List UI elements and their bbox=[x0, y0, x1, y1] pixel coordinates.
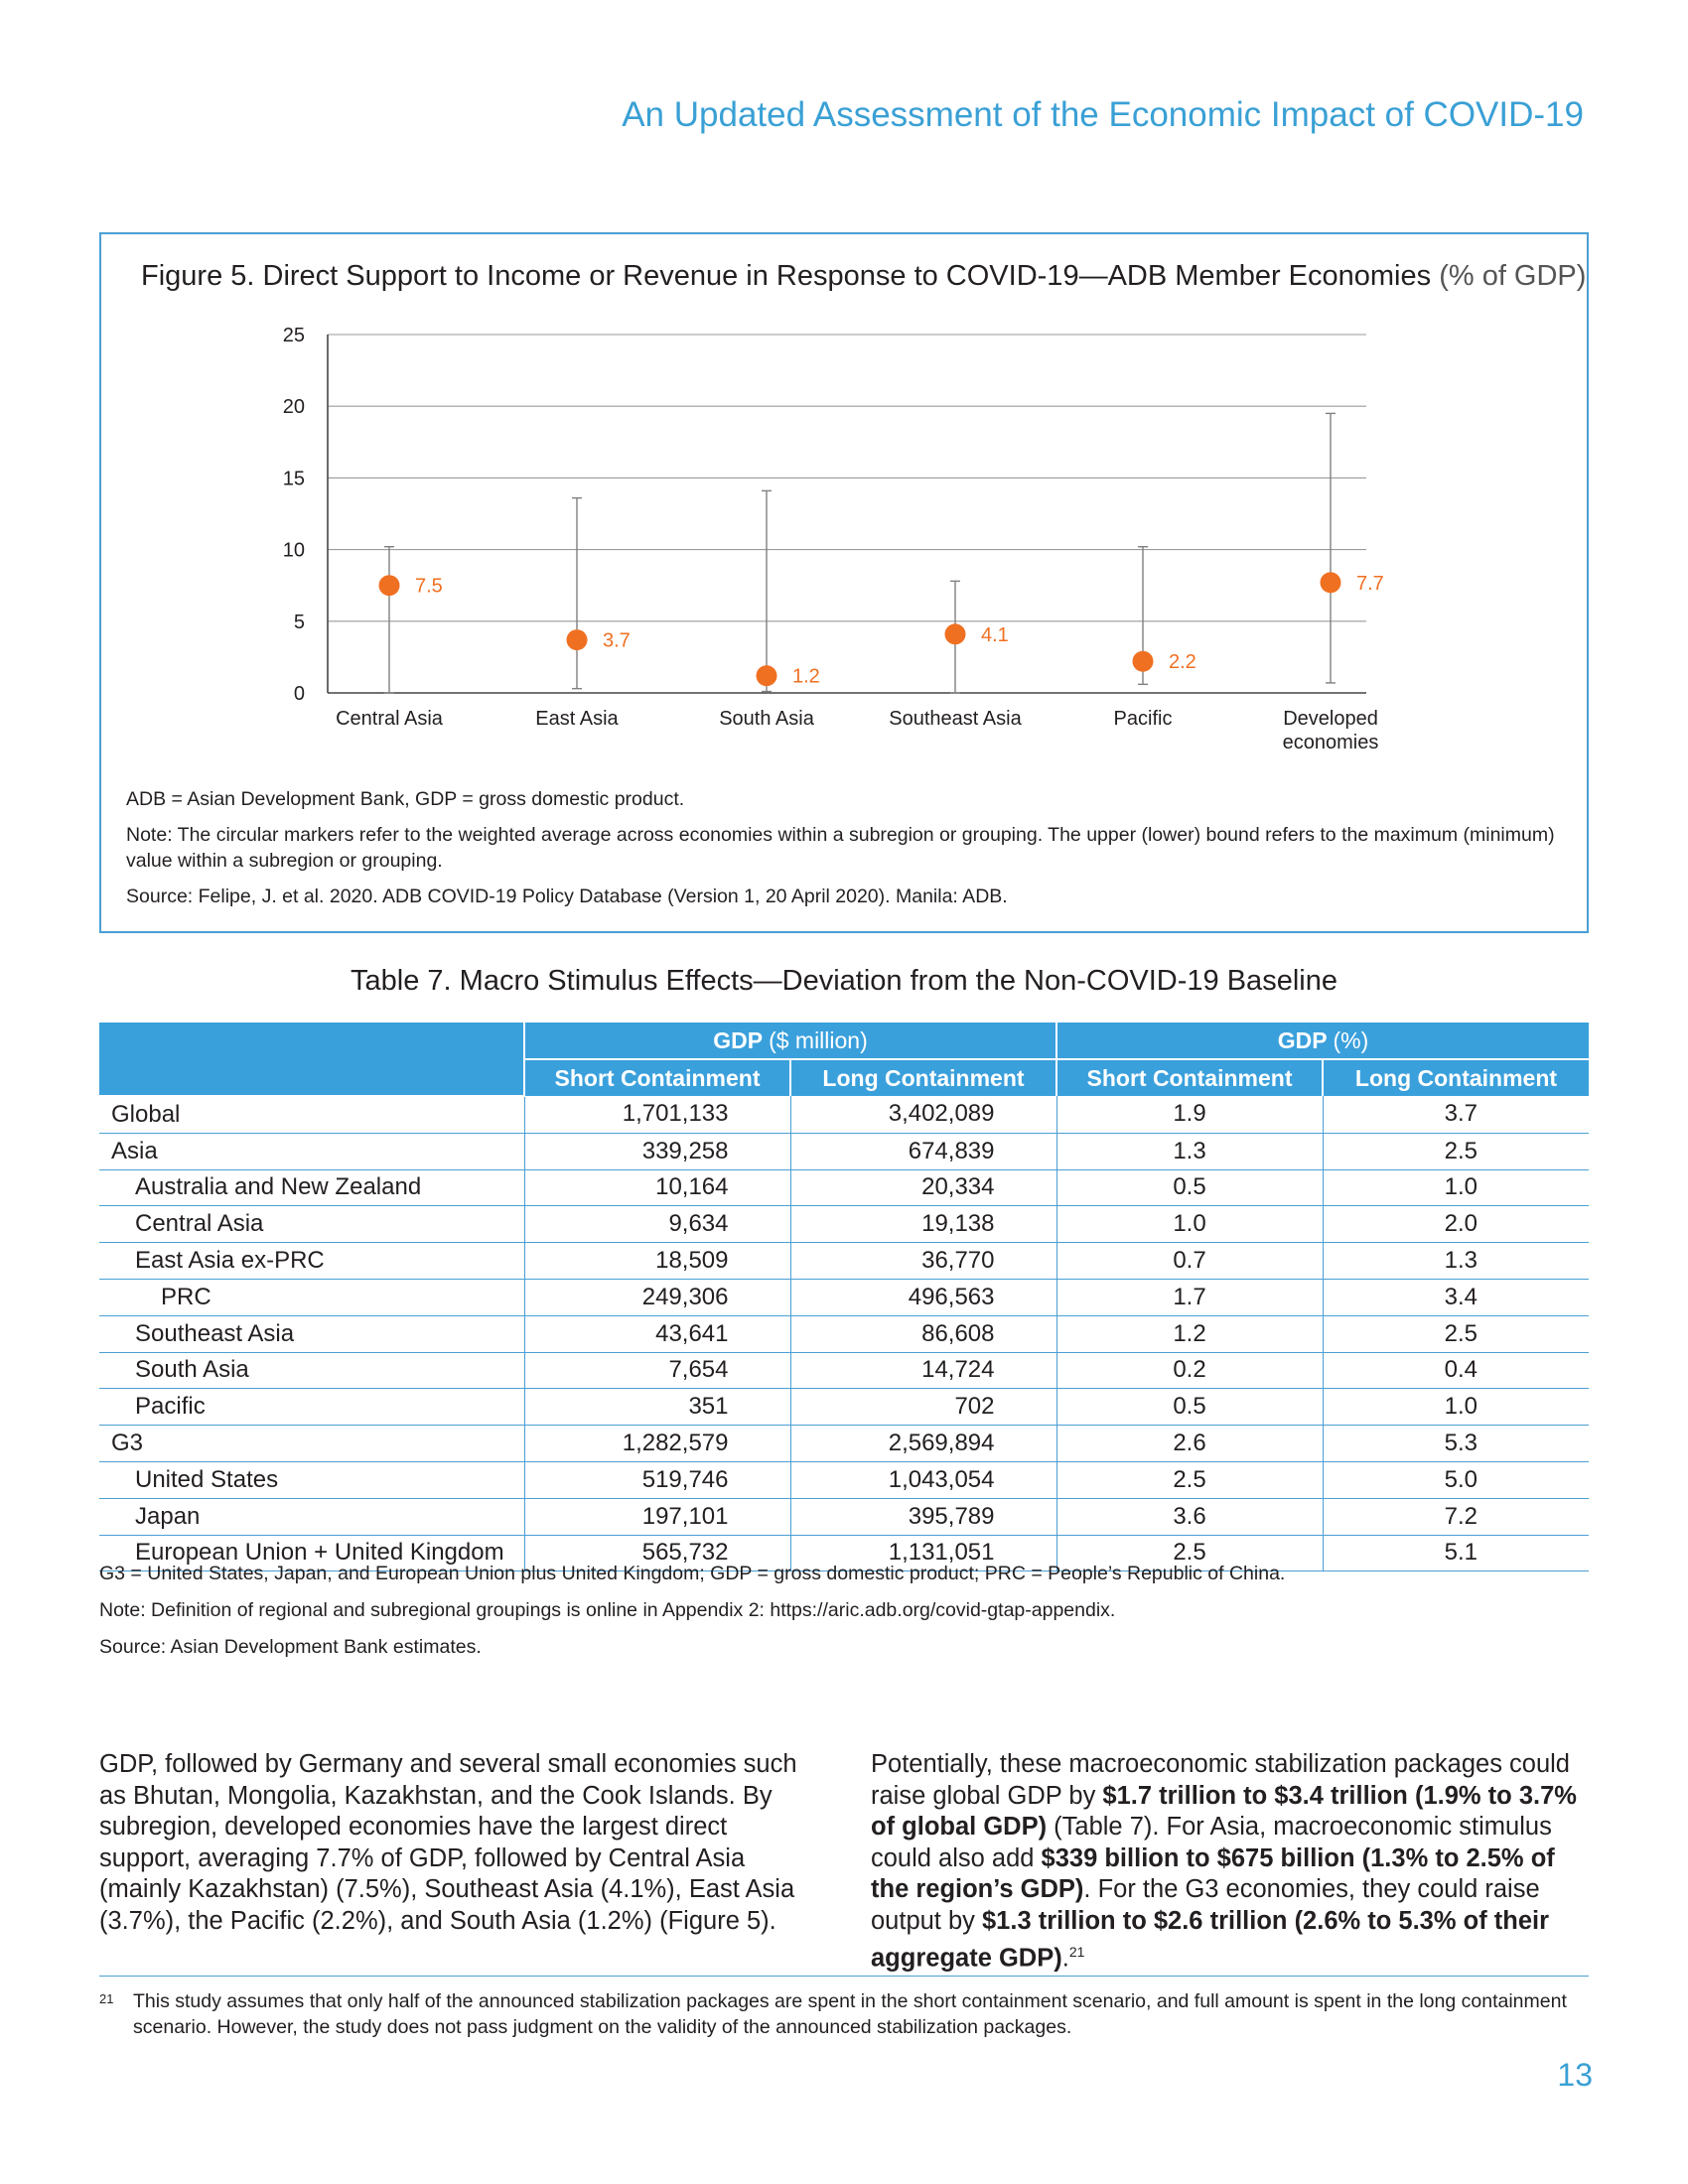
x-tick-label: Developed bbox=[1283, 708, 1378, 730]
row-label: United States bbox=[99, 1461, 524, 1498]
table-cell: 43,641 bbox=[524, 1315, 790, 1352]
data-label: 3.7 bbox=[603, 629, 631, 652]
table-corner-header bbox=[99, 1023, 524, 1096]
table-note: Note: Definition of regional and subregional groupings is online in Appendix 2: https://aric.adb.org/covid-gtap-appendix. bbox=[99, 1599, 1116, 1621]
gdp-million-header bbox=[524, 1023, 1056, 1059]
table-cell: 1.7 bbox=[1056, 1279, 1323, 1315]
x-tick-label: Southeast Asia bbox=[889, 708, 1022, 730]
footnote-mark: 21 bbox=[99, 1991, 114, 2006]
table-title: Table 7. Macro Stimulus Effects—Deviation from the Non-COVID-19 Baseline bbox=[351, 965, 1337, 997]
table-cell: 1.9 bbox=[1056, 1096, 1323, 1133]
table-cell: 0.7 bbox=[1056, 1243, 1323, 1280]
figure-source: Source: Felipe, J. et al. 2020. ADB COVID-19 Policy Database (Version 1, 20 April 2020). Manila: ADB. bbox=[126, 886, 1008, 907]
data-label: 7.5 bbox=[415, 575, 443, 598]
table-cell: 1,131,051 bbox=[790, 1535, 1056, 1571]
body-right-bold-2: $339 billion to $675 billion (1.3% to 2.5% of the region’s GDP) bbox=[871, 1843, 1555, 1903]
gdp-percent-header bbox=[1056, 1023, 1589, 1059]
table-cell: 1,043,054 bbox=[790, 1461, 1056, 1498]
table-cell: 1.2 bbox=[1056, 1315, 1323, 1352]
table-row bbox=[99, 1315, 1589, 1352]
table-cell: 519,746 bbox=[524, 1461, 790, 1498]
figure-title-unit: (% of GDP) bbox=[1439, 260, 1587, 292]
table-cell: 5.3 bbox=[1323, 1426, 1589, 1462]
table-cell: 3.7 bbox=[1323, 1096, 1589, 1133]
body-text-left-column: GDP, followed by Germany and several small economies such as Bhutan, Mongolia, Kazakhstan, and the Cook Islands. By subregion, developed economies have the largest direct support, averaging 7.7% of GDP, followed by Central Asia (mainly Kazakhstan) (7.5%), Southeast Asia (4.1%), East Asia (3.7%), the Pacific (2.2%), and South Asia (1.2%) (Figure 5). bbox=[99, 1750, 797, 1935]
x-tick-label: Pacific bbox=[1113, 708, 1173, 730]
table-cell: 249,306 bbox=[524, 1279, 790, 1315]
average-marker bbox=[1133, 651, 1154, 672]
table-cell: 197,101 bbox=[524, 1498, 790, 1535]
data-label: 7.7 bbox=[1356, 572, 1384, 595]
y-tick-label: 15 bbox=[282, 468, 305, 490]
table-cell: 2.5 bbox=[1056, 1535, 1323, 1571]
sub-header-long-percent: Long Containment bbox=[1323, 1059, 1589, 1096]
table-cell: 565,732 bbox=[524, 1535, 790, 1571]
table-cell: 1.0 bbox=[1323, 1169, 1589, 1206]
table-cell: 19,138 bbox=[790, 1206, 1056, 1243]
row-label: Southeast Asia bbox=[99, 1315, 524, 1352]
table-row bbox=[99, 1426, 1589, 1462]
table-cell: 0.5 bbox=[1056, 1169, 1323, 1206]
table-cell: 1.3 bbox=[1323, 1243, 1589, 1280]
row-label: Asia bbox=[99, 1133, 524, 1169]
body-text-right-column bbox=[871, 1749, 1594, 1975]
table-cell: 2.5 bbox=[1323, 1133, 1589, 1169]
row-label: Global bbox=[99, 1096, 524, 1133]
table-cell: 702 bbox=[790, 1389, 1056, 1426]
body-right-text-3: . For the G3 economies, they could raise output by bbox=[871, 1875, 1540, 1935]
row-label: Pacific bbox=[99, 1389, 524, 1426]
y-tick-label: 0 bbox=[293, 683, 305, 705]
table-cell: 0.4 bbox=[1323, 1352, 1589, 1389]
table-source: Source: Asian Development Bank estimates. bbox=[99, 1636, 482, 1658]
sub-header-short-million: Short Containment bbox=[524, 1059, 790, 1096]
x-tick-label: East Asia bbox=[535, 708, 619, 730]
page-number: 13 bbox=[1557, 2057, 1593, 2093]
table-cell: 1,701,133 bbox=[524, 1096, 790, 1133]
row-label: Australia and New Zealand bbox=[99, 1169, 524, 1206]
sub-header-short-percent: Short Containment bbox=[1056, 1059, 1323, 1096]
x-tick-label: Central Asia bbox=[336, 708, 443, 730]
table-abbrev-note: G3 = United States, Japan, and European Union plus United Kingdom; GDP = gross domestic product; PRC = People’s Republic of China. bbox=[99, 1563, 1286, 1584]
table-cell: 86,608 bbox=[790, 1315, 1056, 1352]
table-cell: 1.0 bbox=[1323, 1389, 1589, 1426]
footnote-text: This study assumes that only half of the announced stabilization packages are spent in the short containment scenario, and full amount is spent in the long containment scenario. However, the study does not pass judgment on the validity of the announced stabilization packages. bbox=[133, 1990, 1567, 2038]
sub-header-long-million: Long Containment bbox=[790, 1059, 1056, 1096]
gdp-percent-unit: (%) bbox=[1333, 1026, 1369, 1053]
table-cell: 1.0 bbox=[1056, 1206, 1323, 1243]
table-row bbox=[99, 1498, 1589, 1535]
running-header: An Updated Assessment of the Economic Impact of COVID-19 bbox=[622, 95, 1584, 134]
y-tick-label: 10 bbox=[282, 539, 305, 562]
figure-note: Note: The circular markers refer to the weighted average across economies within a subregion or grouping. The upper (lower) bound refers to the maximum (minimum) value within a subregion or grouping. bbox=[126, 824, 1555, 872]
footnote-reference[interactable]: 21 bbox=[1068, 1944, 1085, 1960]
y-tick-label: 5 bbox=[293, 611, 305, 633]
body-right-text-4: . bbox=[1061, 1944, 1069, 1973]
data-label: 2.2 bbox=[1169, 651, 1196, 674]
data-label: 4.1 bbox=[981, 623, 1009, 646]
table-row bbox=[99, 1279, 1589, 1315]
table-row bbox=[99, 1169, 1589, 1206]
average-marker bbox=[379, 575, 400, 596]
table-cell: 1.3 bbox=[1056, 1133, 1323, 1169]
table-cell: 674,839 bbox=[790, 1133, 1056, 1169]
data-label: 1.2 bbox=[792, 665, 820, 688]
table-cell: 2.5 bbox=[1323, 1315, 1589, 1352]
row-label: G3 bbox=[99, 1426, 524, 1462]
table-cell: 3.4 bbox=[1323, 1279, 1589, 1315]
footnote-divider bbox=[99, 1976, 1589, 1977]
row-label: South Asia bbox=[99, 1352, 524, 1389]
gdp-million-label: GDP bbox=[713, 1026, 763, 1053]
table-cell: 496,563 bbox=[790, 1279, 1056, 1315]
table-row bbox=[99, 1096, 1589, 1133]
table-row bbox=[99, 1133, 1589, 1169]
table-cell: 0.2 bbox=[1056, 1352, 1323, 1389]
table-group-header-row bbox=[99, 1023, 1589, 1059]
table-cell: 3,402,089 bbox=[790, 1096, 1056, 1133]
y-tick-label: 25 bbox=[282, 325, 305, 346]
table-row bbox=[99, 1243, 1589, 1280]
figure-5-box bbox=[99, 232, 1589, 933]
table-row bbox=[99, 1206, 1589, 1243]
macro-stimulus-table bbox=[99, 1023, 1589, 1571]
table-row bbox=[99, 1352, 1589, 1389]
average-marker bbox=[945, 623, 966, 644]
table-cell: 395,789 bbox=[790, 1498, 1056, 1535]
table-body bbox=[99, 1096, 1589, 1571]
row-label: Japan bbox=[99, 1498, 524, 1535]
table-cell: 5.0 bbox=[1323, 1461, 1589, 1498]
body-right-bold-1: $1.7 trillion to $3.4 trillion (1.9% to 3.7% of global GDP) bbox=[871, 1781, 1577, 1841]
row-label: East Asia ex-PRC bbox=[99, 1243, 524, 1280]
table-cell: 9,634 bbox=[524, 1206, 790, 1243]
x-tick-label: South Asia bbox=[719, 708, 814, 730]
table-row bbox=[99, 1389, 1589, 1426]
y-tick-label: 20 bbox=[282, 396, 305, 419]
table-cell: 20,334 bbox=[790, 1169, 1056, 1206]
table-cell: 2,569,894 bbox=[790, 1426, 1056, 1462]
table-cell: 2.5 bbox=[1056, 1461, 1323, 1498]
table-cell: 3.6 bbox=[1056, 1498, 1323, 1535]
error-bar-chart bbox=[101, 234, 1587, 751]
table-cell: 14,724 bbox=[790, 1352, 1056, 1389]
body-right-bold-3: $1.3 trillion to $2.6 trillion (2.6% to 5.3% of their aggregate GDP) bbox=[871, 1906, 1550, 1973]
table-cell: 36,770 bbox=[790, 1243, 1056, 1280]
table-row bbox=[99, 1461, 1589, 1498]
body-right-text-1: Potentially, these macroeconomic stabilization packages could raise global GDP by bbox=[871, 1750, 1570, 1810]
gdp-percent-label: GDP bbox=[1277, 1026, 1328, 1053]
figure-abbrev-note: ADB = Asian Development Bank, GDP = gross domestic product. bbox=[126, 788, 685, 810]
table-cell: 1,282,579 bbox=[524, 1426, 790, 1462]
figure-title-text: Figure 5. Direct Support to Income or Revenue in Response to COVID-19—ADB Member Economies bbox=[141, 260, 1432, 292]
average-marker bbox=[757, 665, 777, 686]
table-cell: 351 bbox=[524, 1389, 790, 1426]
gdp-million-unit: ($ million) bbox=[769, 1026, 868, 1053]
table-cell: 10,164 bbox=[524, 1169, 790, 1206]
table-cell: 0.5 bbox=[1056, 1389, 1323, 1426]
footnote-21 bbox=[99, 1988, 1589, 2040]
table-cell: 18,509 bbox=[524, 1243, 790, 1280]
row-label: Central Asia bbox=[99, 1206, 524, 1243]
table-cell: 7,654 bbox=[524, 1352, 790, 1389]
table-cell: 2.0 bbox=[1323, 1206, 1589, 1243]
x-tick-label: economies bbox=[1282, 732, 1379, 751]
average-marker bbox=[567, 629, 588, 650]
table-cell: 7.2 bbox=[1323, 1498, 1589, 1535]
table-cell: 339,258 bbox=[524, 1133, 790, 1169]
table-cell: 5.1 bbox=[1323, 1535, 1589, 1571]
row-label: European Union + United Kingdom bbox=[99, 1535, 524, 1571]
row-label: PRC bbox=[99, 1279, 524, 1315]
body-right-text-2: (Table 7). For Asia, macroeconomic stimulus could also add bbox=[871, 1813, 1552, 1872]
table-cell: 2.6 bbox=[1056, 1426, 1323, 1462]
average-marker bbox=[1321, 572, 1341, 593]
